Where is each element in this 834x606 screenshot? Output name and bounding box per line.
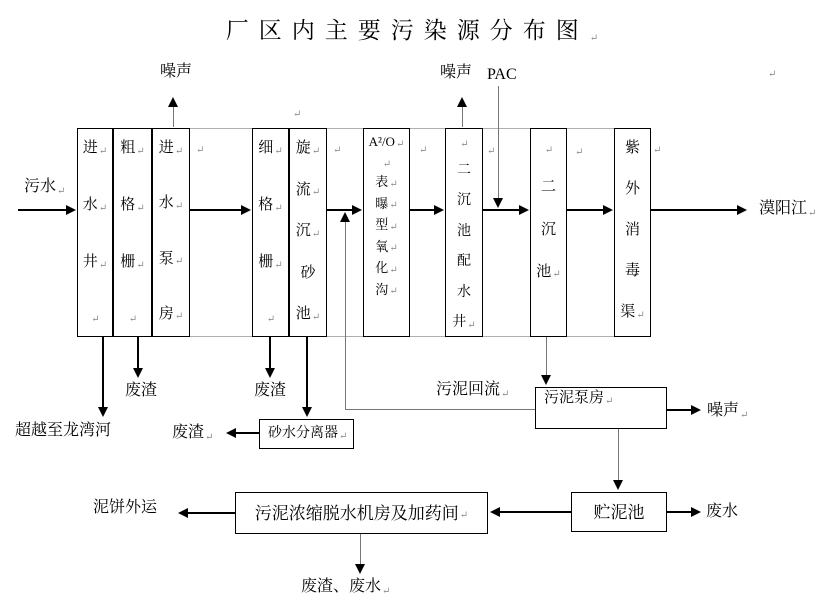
box-coarse-screen-text: 格 <box>120 197 136 213</box>
arrow-pump-to-fine-screen-arrowhead <box>241 205 251 215</box>
label-bypass-longwan-river-text: 超越至龙湾河 <box>15 422 112 439</box>
paragraph-mark: ↵ <box>552 269 561 281</box>
arrow-separator-slag <box>236 432 259 434</box>
box-sand-water-separator-text: 砂水分离器 <box>268 426 338 441</box>
box-clarifier-distribution-well-row <box>457 194 471 208</box>
arrow-uv-to-river <box>651 209 737 211</box>
label-pac <box>487 65 517 84</box>
box-a2o-oxidation-ditch-row <box>375 283 397 296</box>
label-slag-coarse-screen <box>125 381 157 400</box>
arrow-noise-distribution <box>462 107 463 127</box>
label-slag-fine-screen <box>254 381 286 400</box>
label-noise-sludge-pump-text: 噪声 <box>707 402 740 419</box>
paragraph-mark: ↵ <box>389 178 398 190</box>
label-sludge-return-text: 污泥回流 <box>436 381 501 398</box>
arrow-slag-coarse <box>137 337 139 368</box>
box-coarse-screen-text: 粗 <box>120 140 136 156</box>
box-inlet-pump-house-row <box>159 252 183 267</box>
paragraph-mark: ↵ <box>501 389 510 400</box>
label-noise-sludge-pump <box>707 401 748 420</box>
box-a2o-oxidation-ditch-text: 型 <box>375 217 389 233</box>
paragraph-mark: ↵ <box>266 314 276 325</box>
box-coarse-screen-row <box>120 141 144 156</box>
box-fine-screen-text: 栅 <box>258 254 274 270</box>
box-uv-disinfection-channel-text: 消 <box>624 222 640 238</box>
paragraph-mark: ↵ <box>382 158 392 170</box>
page-title <box>226 12 608 45</box>
arrow-clarifier-to-uv-arrowhead <box>603 205 613 215</box>
box-inlet-pump-house-row <box>159 307 183 322</box>
arrow-noise-distribution-arrowhead <box>457 97 467 107</box>
arrow-grit-to-oxidation-arrowhead <box>352 205 362 215</box>
arrow-bypass-longwan-arrowhead <box>98 407 108 417</box>
box-uv-disinfection-channel-row <box>625 264 640 279</box>
arrow-dewatering-waste-arrowhead <box>355 564 365 574</box>
paragraph-mark: ↵ <box>333 145 342 156</box>
arrow-influent <box>18 209 66 211</box>
paragraph-mark: ↵ <box>98 145 108 157</box>
box-a2o-oxidation-ditch-text: A²/O <box>368 134 395 149</box>
arrow-grit-to-oxidation <box>327 209 352 211</box>
arrow-slag-fine <box>269 337 271 368</box>
box-cyclone-grit-chamber-row <box>296 183 320 198</box>
label-wastewater-out-text: 废水 <box>706 503 739 520</box>
arrow-distribution-to-clarifier-arrowhead <box>519 205 529 215</box>
arrow-storage-wastewater <box>667 511 691 513</box>
paragraph-mark: ↵ <box>274 259 283 271</box>
label-moyang-river <box>759 199 816 218</box>
paragraph-mark: ↵ <box>339 431 348 442</box>
box-uv-disinfection-channel-row <box>625 182 640 197</box>
box-clarifier-distribution-well-row <box>457 164 471 178</box>
box-uv-disinfection-channel-row <box>620 305 644 320</box>
box-cyclone-grit-chamber-text: 池 <box>295 306 311 322</box>
box-a2o-oxidation-ditch-row <box>369 135 405 148</box>
box-clarifier-distribution-well-row <box>457 225 471 239</box>
box-cyclone-grit-chamber-text: 砂 <box>300 264 316 281</box>
box-a2o-oxidation-ditch-text: 沟 <box>375 281 389 297</box>
paragraph-mark: ↵ <box>311 228 321 240</box>
box-inlet-pump-house <box>152 128 190 337</box>
arrow-uv-to-river-arrowhead <box>737 205 747 215</box>
box-clarifier-distribution-well-row <box>457 286 471 300</box>
arrow-storage-to-dewatering <box>500 511 571 513</box>
label-noise-distribution-top-text: 噪声 <box>440 64 473 81</box>
box-sludge-pump-house-label <box>544 391 613 406</box>
paragraph-mark: ↵ <box>136 202 145 214</box>
label-slag-separator-text: 废渣 <box>172 424 205 441</box>
box-coarse-screen-row <box>120 198 144 213</box>
box-coarse-screen <box>113 128 152 337</box>
box-secondary-clarifier-row <box>541 223 556 238</box>
box-clarifier-distribution-well-row <box>459 137 469 150</box>
label-influent <box>24 177 65 196</box>
box-cyclone-grit-chamber-text: 旋 <box>295 140 311 156</box>
box-uv-disinfection-channel-row <box>625 141 640 156</box>
box-sludge-dewatering-room <box>235 492 488 534</box>
box-inlet-pump-house-row <box>159 196 183 211</box>
paragraph-mark: ↵ <box>311 145 321 157</box>
box-inlet-well-row <box>83 198 107 213</box>
paragraph-mark: ↵ <box>174 311 184 323</box>
arrow-pac-dosing-arrowhead <box>493 198 503 208</box>
box-a2o-oxidation-ditch <box>363 128 410 337</box>
box-a2o-oxidation-ditch-text: 化 <box>375 260 389 276</box>
label-noise-pump-house-top-text: 噪声 <box>160 63 193 80</box>
box-sludge-storage-tank <box>571 492 667 532</box>
box-cyclone-grit-chamber <box>289 128 327 337</box>
arrow-sludge-pump-noise <box>667 409 691 411</box>
label-slag-and-wastewater-text: 废渣、废水 <box>301 578 382 595</box>
paragraph-mark: ↵ <box>311 187 321 198</box>
label-noise-pump-house-top <box>160 62 192 81</box>
box-clarifier-distribution-well-row <box>452 316 475 330</box>
box-a2o-oxidation-ditch-text: 表 <box>375 174 389 190</box>
arrow-grit-to-separator-arrowhead <box>302 407 312 417</box>
box-clarifier-distribution-well-row <box>457 255 471 269</box>
paragraph-mark: ↵ <box>98 259 108 271</box>
paragraph-mark: ↵ <box>768 69 777 80</box>
box-sludge-storage-tank-text: 贮泥池 <box>593 502 645 522</box>
box-cyclone-grit-chamber-row <box>296 141 320 156</box>
arrow-storage-wastewater-arrowhead <box>691 507 701 517</box>
paragraph-mark: ↵ <box>382 586 391 597</box>
box-inlet-pump-house-text: 水 <box>158 195 174 212</box>
paragraph-mark: ↵ <box>136 145 145 157</box>
paragraph-mark: ↵ <box>389 200 398 212</box>
label-sludge-cake-out-text: 泥饼外运 <box>93 499 158 516</box>
paragraph-mark: ↵ <box>605 395 614 407</box>
paragraph-mark: ↵ <box>740 410 749 421</box>
box-uv-disinfection-channel <box>614 128 651 337</box>
box-sludge-pump-house <box>535 387 667 429</box>
arrow-clarifier-to-sludge-pump-arrowhead <box>541 375 551 385</box>
box-inlet-pump-house-text: 房 <box>158 305 174 322</box>
label-sludge-cake-out <box>93 498 157 517</box>
paragraph-mark: ↵ <box>653 145 662 156</box>
arrow-pump-to-storage-tank <box>618 429 619 480</box>
box-coarse-screen-row <box>120 255 144 270</box>
box-sludge-dewatering-room-label <box>255 505 468 522</box>
box-clarifier-distribution-well-text: 二 <box>457 162 471 178</box>
box-inlet-pump-house-row <box>159 141 183 156</box>
arrow-clarifier-to-uv <box>567 209 603 211</box>
box-a2o-oxidation-ditch-row <box>375 261 397 274</box>
arrow-dewatering-cake <box>188 512 235 514</box>
arrow-clarifier-to-sludge-pump <box>546 337 547 375</box>
box-clarifier-distribution-well-text: 沉 <box>457 193 471 208</box>
box-sand-water-separator-label <box>268 427 347 441</box>
paragraph-mark: ↵ <box>467 320 476 331</box>
box-fine-screen-row <box>258 141 282 156</box>
box-coarse-screen-row <box>128 312 138 325</box>
paragraph-mark: ↵ <box>98 202 108 214</box>
paragraph-mark: ↵ <box>274 145 283 157</box>
box-clarifier-distribution-well-text: 水 <box>457 284 471 300</box>
box-secondary-clarifier-text: 沉 <box>540 221 556 238</box>
box-uv-disinfection-channel-text: 紫 <box>624 140 640 156</box>
box-clarifier-distribution-well <box>445 128 483 337</box>
arrow-sludge-pump-noise-arrowhead <box>691 405 701 415</box>
arrow-noise-pump-house-arrowhead <box>168 97 178 107</box>
paragraph-mark: ↵ <box>174 256 184 268</box>
arrow-slag-fine-arrowhead <box>265 368 275 378</box>
arrow-separator-slag-arrowhead <box>226 428 236 438</box>
paragraph-mark: ↵ <box>395 138 405 150</box>
box-a2o-oxidation-ditch-row <box>382 157 392 170</box>
box-fine-screen-text: 细 <box>258 140 274 156</box>
arrow-pac-dosing <box>498 86 499 198</box>
box-inlet-well-row <box>83 255 107 270</box>
label-influent-text: 污水 <box>24 178 57 195</box>
box-sludge-pump-house-text: 污泥泵房 <box>544 390 605 406</box>
arrow-influent-arrowhead <box>66 205 76 215</box>
paragraph-mark: ↵ <box>389 264 398 276</box>
paragraph-mark: ↵ <box>636 309 645 321</box>
paragraph-mark: ↵ <box>460 139 469 150</box>
box-fine-screen-row <box>258 255 282 270</box>
arrow-bypass-longwan <box>102 337 104 407</box>
paragraph-mark: ↵ <box>389 221 398 233</box>
paragraph-mark: ↵ <box>808 208 817 219</box>
box-secondary-clarifier <box>530 128 567 337</box>
paragraph-mark: ↵ <box>389 243 398 255</box>
box-cyclone-grit-chamber-text: 沉 <box>295 223 311 239</box>
arrow-sludge-return-vertical <box>345 222 346 409</box>
paragraph-mark: ↵ <box>128 314 138 325</box>
arrow-dewatering-cake-arrowhead <box>178 508 188 518</box>
box-inlet-well-text: 水 <box>82 197 98 213</box>
paragraph-mark: ↵ <box>311 311 321 323</box>
box-secondary-clarifier-text: 二 <box>540 179 556 196</box>
paragraph-mark: ↵ <box>57 186 66 197</box>
arrow-noise-pump-house <box>173 107 174 127</box>
box-inlet-well <box>77 128 113 337</box>
box-fine-screen-row <box>258 198 282 213</box>
box-secondary-clarifier-row <box>536 265 560 280</box>
label-moyang-river-text: 漠阳江 <box>759 200 808 217</box>
box-fine-screen-row <box>266 312 276 325</box>
arrow-pump-to-storage-tank-arrowhead <box>613 480 623 490</box>
paragraph-mark: ↵ <box>389 286 398 298</box>
paragraph-mark: ↵ <box>419 145 428 156</box>
box-clarifier-distribution-well-text: 池 <box>457 223 471 239</box>
box-a2o-oxidation-ditch-row <box>375 240 397 253</box>
box-a2o-oxidation-ditch-row <box>375 197 397 210</box>
box-cyclone-grit-chamber-text: 流 <box>295 181 311 198</box>
label-slag-separator <box>172 423 213 442</box>
box-inlet-well-row <box>90 312 100 325</box>
label-slag-and-wastewater <box>301 577 390 596</box>
label-noise-distribution-top <box>440 63 472 82</box>
box-cyclone-grit-chamber-row <box>300 266 315 281</box>
paragraph-mark: ↵ <box>136 259 145 271</box>
arrow-sludge-return-vertical-arrowhead <box>340 212 350 222</box>
box-inlet-well-text: 井 <box>82 254 98 270</box>
box-a2o-oxidation-ditch-row <box>375 218 397 231</box>
label-slag-coarse-screen-text: 废渣 <box>125 382 158 399</box>
line-sludge-return-horizontal <box>345 409 535 410</box>
box-inlet-well-text: 进 <box>82 140 98 156</box>
label-pac-text: PAC <box>487 66 517 83</box>
box-uv-disinfection-channel-text: 外 <box>624 181 640 197</box>
box-coarse-screen-text: 栅 <box>120 254 136 270</box>
label-sludge-return <box>436 380 509 399</box>
arrow-oxidation-to-distribution-arrowhead <box>434 205 444 215</box>
paragraph-mark: ↵ <box>293 109 302 120</box>
arrow-distribution-to-clarifier <box>483 209 519 211</box>
page-title-text: 厂区内主要污染源分布图 <box>225 18 589 43</box>
paragraph-mark: ↵ <box>487 146 496 157</box>
box-inlet-pump-house-text: 泵 <box>158 250 174 267</box>
arrow-grit-to-separator <box>306 337 308 407</box>
paragraph-mark: ↵ <box>575 147 584 158</box>
paragraph-mark: ↵ <box>91 314 100 325</box>
label-slag-fine-screen-text: 废渣 <box>254 382 287 399</box>
box-cyclone-grit-chamber-row <box>296 307 320 322</box>
box-a2o-oxidation-ditch-row <box>375 175 397 188</box>
arrow-slag-coarse-arrowhead <box>133 368 143 378</box>
paragraph-mark: ↵ <box>459 510 469 521</box>
paragraph-mark: ↵ <box>205 432 214 443</box>
paragraph-mark: ↵ <box>544 145 554 156</box>
box-a2o-oxidation-ditch-text: 氧 <box>375 238 389 254</box>
box-clarifier-distribution-well-text: 配 <box>457 254 471 269</box>
box-a2o-oxidation-ditch-text: 曝 <box>375 195 389 211</box>
box-sludge-dewatering-room-text: 污泥浓缩脱水机房及加药间 <box>254 503 459 523</box>
paragraph-mark: ↵ <box>174 145 184 157</box>
box-secondary-clarifier-text: 池 <box>536 263 552 280</box>
paragraph-mark: ↵ <box>589 33 609 44</box>
paragraph-mark: ↵ <box>274 202 283 214</box>
box-sand-water-separator <box>259 419 354 449</box>
box-clarifier-distribution-well-text: 井 <box>452 315 467 330</box>
box-cyclone-grit-chamber-row <box>296 224 320 239</box>
arrow-oxidation-to-distribution <box>410 209 434 211</box>
box-uv-disinfection-channel-text: 毒 <box>624 263 640 279</box>
box-sludge-storage-tank-label <box>594 504 645 521</box>
box-fine-screen-text: 格 <box>258 197 274 213</box>
paragraph-mark: ↵ <box>174 200 184 212</box>
box-uv-disinfection-channel-row <box>625 223 640 238</box>
label-wastewater-out <box>706 502 738 521</box>
label-bypass-longwan-river <box>15 421 111 440</box>
arrow-storage-to-dewatering-arrowhead <box>490 507 500 517</box>
box-inlet-pump-house-text: 进 <box>158 140 174 156</box>
box-secondary-clarifier-row <box>541 180 556 195</box>
box-uv-disinfection-channel-text: 渠 <box>620 304 636 320</box>
paragraph-mark: ↵ <box>196 145 205 156</box>
box-inlet-well-row <box>83 141 107 156</box>
arrow-pump-to-fine-screen <box>190 209 241 211</box>
box-fine-screen <box>252 128 289 337</box>
box-secondary-clarifier-row <box>544 143 554 156</box>
arrow-dewatering-waste <box>360 534 361 564</box>
